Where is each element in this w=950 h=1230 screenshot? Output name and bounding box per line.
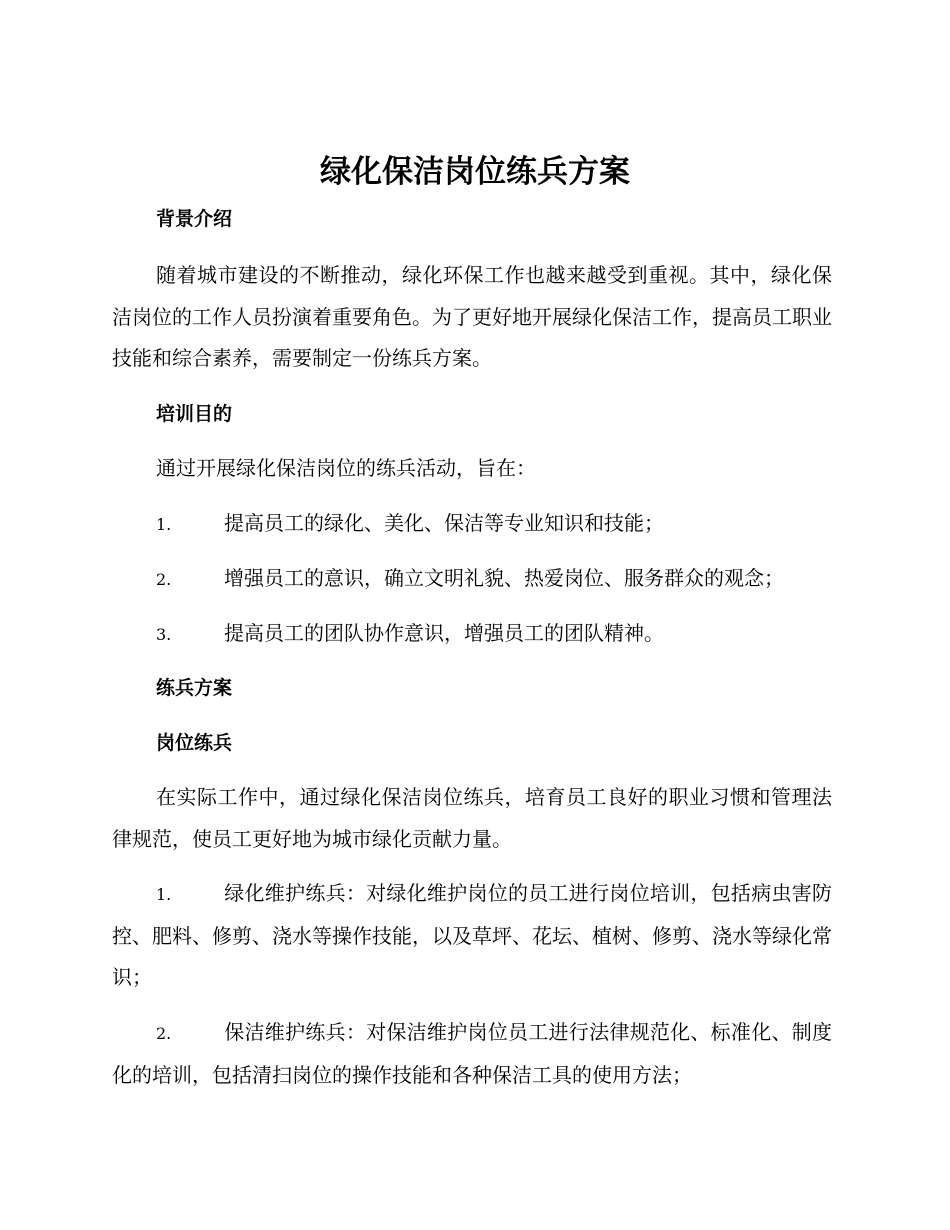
- list-text: 提高员工的团队协作意识，增强员工的团队精神。: [224, 621, 664, 645]
- post-training-list-item: [112, 1012, 832, 1096]
- list-number: 3.: [156, 625, 172, 644]
- heading-purpose: 培训目的: [156, 403, 233, 425]
- list-number: 1.: [156, 885, 172, 904]
- list-text: 绿化维护练兵：对绿化维护岗位的员工进行岗位培训，包括病虫害防控、肥料、修剪、浇水等操作技能，以及草坪、花坛、植树、修剪、浇水等绿化常识；: [112, 881, 832, 989]
- purpose-intro: 通过开展绿化保洁岗位的练兵活动，旨在：: [156, 456, 536, 480]
- heading-plan: 练兵方案: [156, 677, 233, 699]
- post-training-list-item: [112, 873, 832, 999]
- paragraph-background: 随着城市建设的不断推动，绿化环保工作也越来越受到重视。其中，绿化保洁岗位的工作人员扮演着重要角色。为了更好地开展绿化保洁工作，提高员工职业技能和综合素养，需要制定一份练兵方案。: [112, 263, 832, 370]
- list-text: 保洁维护练兵：对保洁维护岗位员工进行法律规范化、标准化、制度化的培训，包括清扫岗位的操作技能和各种保洁工具的使用方法；: [112, 1020, 832, 1087]
- list-text: 提高员工的绿化、美化、保洁等专业知识和技能；: [224, 511, 664, 535]
- heading-post-training: 岗位练兵: [156, 732, 233, 754]
- list-number: 1.: [156, 515, 172, 534]
- heading-background: 背景介绍: [156, 208, 233, 230]
- list-number: 2.: [156, 1024, 172, 1043]
- document-title: 绿化保洁岗位练兵方案: [320, 154, 630, 190]
- paragraph-post-training: 在实际工作中，通过绿化保洁岗位练兵，培育员工良好的职业习惯和管理法律规范，使员工更好地为城市绿化贡献力量。: [112, 785, 832, 851]
- list-number: 2.: [156, 570, 172, 589]
- list-text: 增强员工的意识，确立文明礼貌、热爱岗位、服务群众的观念；: [224, 566, 784, 590]
